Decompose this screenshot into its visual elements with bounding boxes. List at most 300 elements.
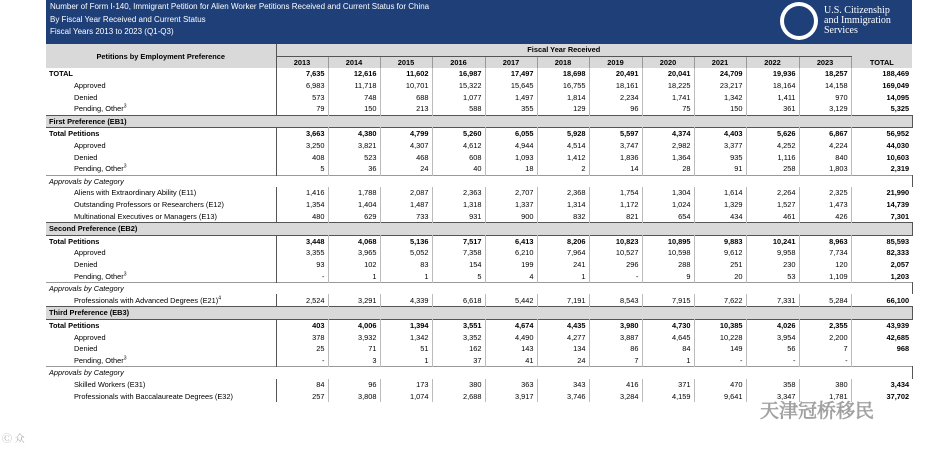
cell-total: 43,939 (851, 319, 912, 331)
cell-value: 24,709 (694, 68, 746, 80)
cell-value: 3,821 (328, 140, 380, 152)
cell-value: 371 (642, 379, 694, 391)
cell-value: 257 (276, 390, 328, 402)
row-label-text: Pending, Other (74, 271, 124, 281)
cell-value: 154 (432, 259, 485, 271)
cell-value: 7,635 (276, 68, 328, 80)
table-row (46, 367, 912, 379)
cell-total: 42,685 (886, 332, 910, 342)
cell-value: 1,781 (799, 390, 851, 402)
cell-value: 10,823 (589, 235, 642, 247)
cell-value: 1,318 (432, 199, 485, 211)
cell-total: 44,030 (886, 141, 910, 151)
row-label-text: Denied (74, 92, 98, 102)
row-label-text: TOTAL (49, 69, 73, 79)
cell-value: 15,645 (485, 80, 537, 92)
document (46, 0, 912, 402)
cell-value: 1,497 (485, 91, 537, 103)
footnote-marker: 4 (218, 295, 221, 302)
row-label-text: Approved (74, 332, 106, 342)
cell-value: 1,814 (537, 91, 589, 103)
cell-total: 7,301 (890, 211, 910, 221)
row-label (46, 235, 276, 247)
cell-value: 7 (799, 343, 851, 355)
year-header: 2019 (589, 56, 642, 68)
cell-value: 380 (432, 379, 485, 391)
row-label-text: Approvals by Category (49, 176, 124, 186)
row-label-text: Approved (74, 81, 106, 91)
cell-value: 10,598 (642, 247, 694, 259)
cell-total: 2,319 (890, 164, 910, 174)
cell-value: 6,867 (799, 128, 851, 140)
table-row (46, 294, 912, 306)
row-label-text: Total Petitions (49, 129, 100, 139)
cell-value: 2,368 (537, 187, 589, 199)
cell-value: 84 (276, 379, 328, 391)
table-row (46, 343, 912, 355)
year-header: 2016 (432, 56, 485, 68)
agency-line: Services (824, 25, 858, 36)
cell-value: 134 (537, 343, 589, 355)
cell-value: 4,026 (746, 319, 799, 331)
cell-value: 173 (380, 379, 432, 391)
cell-value: 5,928 (537, 128, 589, 140)
cell-value: 1,487 (380, 199, 432, 211)
cell-value: 1 (537, 270, 589, 282)
footnote-marker: 3 (123, 163, 127, 170)
cell-value: 288 (642, 259, 694, 271)
cell-value: 10,228 (694, 331, 746, 343)
row-label (46, 307, 912, 320)
cell-value: 1,416 (276, 187, 328, 199)
cell-value: 11,718 (328, 80, 380, 92)
cell-value: 9,958 (746, 247, 799, 259)
cell-value: 378 (276, 331, 328, 343)
cell-value: 3,352 (432, 331, 485, 343)
cell-value: 8,963 (799, 235, 851, 247)
cell-value: 380 (799, 379, 851, 391)
cell-value: 86 (589, 343, 642, 355)
cell-value: 4,307 (380, 140, 432, 152)
cell-value: 9,641 (694, 390, 746, 402)
cell-value: - (746, 354, 799, 366)
cell-value: 363 (485, 379, 537, 391)
cell-value: 4,799 (380, 128, 432, 140)
footnote-marker: 3 (123, 103, 127, 110)
row-label (46, 68, 276, 80)
row-label (46, 128, 276, 140)
table-row (46, 259, 912, 271)
cell-value: 3,355 (276, 247, 328, 259)
cell-value: 1,354 (276, 199, 328, 211)
table-row (46, 247, 912, 259)
cell-total: 14,739 (886, 200, 910, 210)
cell-value: 199 (485, 259, 537, 271)
cell-value: 1 (328, 270, 380, 282)
row-label (46, 91, 276, 103)
cell-value: 37 (432, 354, 485, 366)
cell-value: 9,612 (694, 247, 746, 259)
row-label-text: Denied (74, 344, 98, 354)
cell-value: 4,277 (537, 331, 589, 343)
cell-value: 56 (746, 343, 799, 355)
watermark: 天津冠桥移民 (760, 401, 875, 422)
row-label (46, 331, 276, 343)
cell-value: 3,448 (276, 235, 328, 247)
row-label (46, 282, 912, 294)
table-row (46, 270, 912, 282)
subtitle-line: By Fiscal Year Received and Current Status (50, 14, 206, 24)
table-row (46, 199, 912, 211)
row-label (46, 367, 912, 379)
table-row (46, 379, 912, 391)
row-label (46, 319, 276, 331)
cell-value: 83 (380, 259, 432, 271)
row-label (46, 187, 276, 199)
report-header (46, 0, 912, 44)
cell-value: 3,917 (485, 390, 537, 402)
cell-total: 2,057 (890, 259, 910, 269)
cell-value: 6,983 (276, 80, 328, 92)
cell-value: 18 (485, 163, 537, 175)
cell-value: 40 (432, 163, 485, 175)
cell-value: 733 (380, 210, 432, 222)
cell-value: 935 (694, 151, 746, 163)
agency-name (824, 6, 891, 36)
cell-value: 28 (642, 163, 694, 175)
cell-value: 14,158 (799, 80, 851, 92)
cell-value: 1,329 (694, 199, 746, 211)
row-label (46, 210, 276, 222)
cell-value: 16,987 (432, 68, 485, 80)
cell-value: 14 (589, 163, 642, 175)
row-label-text: Second Preference (EB2) (49, 224, 138, 234)
table-row (46, 282, 912, 294)
cell-value: 480 (276, 210, 328, 222)
cell-value: 1,394 (380, 319, 432, 331)
cell-value: 970 (799, 91, 851, 103)
table-row (46, 354, 912, 366)
table-row (46, 235, 912, 247)
cell-value: 18,698 (537, 68, 589, 80)
cell-value: 12,616 (328, 68, 380, 80)
table-row (46, 175, 912, 187)
year-header: 2013 (276, 56, 328, 68)
cell-value: 4,514 (537, 140, 589, 152)
cell-value: 79 (276, 103, 328, 115)
report-title (50, 1, 429, 39)
fiscal-year-header: Fiscal Year Received (276, 44, 851, 56)
cell-value: 4,435 (537, 319, 589, 331)
cell-value: 23,217 (694, 80, 746, 92)
cell-value: 6,618 (432, 294, 485, 306)
table-row (46, 140, 912, 152)
cell-value: 24 (537, 354, 589, 366)
row-label (46, 390, 276, 402)
cell-value: 1,109 (799, 270, 851, 282)
cell-value: 162 (432, 343, 485, 355)
table-row (46, 91, 912, 103)
watermark-left: Ⓒ 众 (2, 434, 25, 445)
footnote-marker: 3 (123, 271, 127, 278)
cell-value: 3,250 (276, 140, 328, 152)
cell-value: 3,965 (328, 247, 380, 259)
cell-value: 403 (276, 319, 328, 331)
cell-value: 1,304 (642, 187, 694, 199)
row-label-text: Total Petitions (49, 236, 100, 246)
cell-value: 5,284 (799, 294, 851, 306)
cell-value: 4,612 (432, 140, 485, 152)
table-row (46, 68, 912, 80)
row-label (46, 103, 276, 115)
cell-total: 21,990 (886, 188, 910, 198)
cell-value: 10,241 (746, 235, 799, 247)
table-row (46, 307, 912, 320)
cell-value: 1 (642, 354, 694, 366)
cell-total: 56,952 (851, 128, 912, 140)
cell-value: 25 (276, 343, 328, 355)
cell-total: 14,095 (886, 92, 910, 102)
cell-value: 468 (380, 151, 432, 163)
cell-value: 573 (276, 91, 328, 103)
cell-value: 3,887 (589, 331, 642, 343)
cell-total (851, 354, 912, 366)
table-row (46, 151, 912, 163)
year-header: 2018 (537, 56, 589, 68)
cell-value: 688 (380, 91, 432, 103)
cell-value: 258 (746, 163, 799, 175)
cell-total: 82,333 (886, 248, 910, 258)
table-row (46, 222, 912, 235)
cell-value: 1,836 (589, 151, 642, 163)
cell-value: 2,355 (799, 319, 851, 331)
cell-value: 2 (537, 163, 589, 175)
header-spacer (851, 44, 912, 56)
cell-value: 4,339 (380, 294, 432, 306)
cell-value: 84 (642, 343, 694, 355)
cell-value: 1,473 (799, 199, 851, 211)
cell-value: 10,701 (380, 80, 432, 92)
cell-value: 96 (589, 103, 642, 115)
cell-value: 3,377 (694, 140, 746, 152)
cell-value: 426 (799, 210, 851, 222)
cell-value: 75 (642, 103, 694, 115)
cell-value: 523 (328, 151, 380, 163)
cell-value: 1,074 (380, 390, 432, 402)
table-row (46, 210, 912, 222)
row-label-text: Pending, Other (74, 164, 124, 174)
cell-value: 3,808 (328, 390, 380, 402)
cell-value: 17,497 (485, 68, 537, 80)
cell-value: 19,936 (746, 68, 799, 80)
cell-value: 358 (746, 379, 799, 391)
row-label-text: Skilled Workers (E31) (74, 379, 146, 389)
cell-value: 4,068 (328, 235, 380, 247)
cell-total: 5,325 (890, 104, 910, 114)
cell-value: 748 (328, 91, 380, 103)
row-label (46, 222, 912, 235)
cell-value: 3,746 (537, 390, 589, 402)
cell-value: 5,052 (380, 247, 432, 259)
cell-value: 2,325 (799, 187, 851, 199)
table-row (46, 103, 912, 115)
row-label (46, 175, 912, 187)
cell-value: 588 (432, 103, 485, 115)
cell-value: 1,788 (328, 187, 380, 199)
cell-value: 1,116 (746, 151, 799, 163)
cell-value: 5,260 (432, 128, 485, 140)
cell-total: 3,434 (890, 379, 910, 389)
cell-value: 434 (694, 210, 746, 222)
cell-value: 343 (537, 379, 589, 391)
table-row (46, 331, 912, 343)
cell-value: 9,883 (694, 235, 746, 247)
cell-value: 4,944 (485, 140, 537, 152)
cell-value: 3,954 (746, 331, 799, 343)
year-header: 2014 (328, 56, 380, 68)
cell-value: 7,517 (432, 235, 485, 247)
cell-value: 4,006 (328, 319, 380, 331)
cell-value: 96 (328, 379, 380, 391)
cell-value: 1,172 (589, 199, 642, 211)
year-header: 2020 (642, 56, 694, 68)
cell-total: 85,593 (851, 235, 912, 247)
cell-value: 36 (328, 163, 380, 175)
cell-value: 654 (642, 210, 694, 222)
cell-value: 18,161 (589, 80, 642, 92)
cell-value: 2,234 (589, 91, 642, 103)
table-row (46, 319, 912, 331)
cell-value: 8,543 (589, 294, 642, 306)
cell-value: 3,980 (589, 319, 642, 331)
cell-value: 241 (537, 259, 589, 271)
cell-value: 6,055 (485, 128, 537, 140)
cell-value: 1,803 (799, 163, 851, 175)
row-label-text: Professionals with Advanced Degrees (E21) (74, 295, 219, 305)
cell-value: 5 (432, 270, 485, 282)
cell-value: 7,331 (746, 294, 799, 306)
cell-value: 4,403 (694, 128, 746, 140)
cell-value: - (694, 354, 746, 366)
cell-value: 3,551 (432, 319, 485, 331)
row-label-text: Approved (74, 141, 106, 151)
row-label (46, 343, 276, 355)
cell-value: - (276, 354, 328, 366)
cell-value: 1 (380, 354, 432, 366)
cell-value: 6,413 (485, 235, 537, 247)
row-label-text: Approved (74, 248, 106, 258)
cell-value: 41 (485, 354, 537, 366)
cell-value: 4,224 (799, 140, 851, 152)
cell-value: 1,364 (642, 151, 694, 163)
cell-value: 11,602 (380, 68, 432, 80)
cell-value: 296 (589, 259, 642, 271)
cell-value: 3,932 (328, 331, 380, 343)
year-header: 2015 (380, 56, 432, 68)
cell-value: - (799, 354, 851, 366)
cell-value: 53 (746, 270, 799, 282)
row-label-text: First Preference (EB1) (49, 116, 127, 126)
cell-total: 169,049 (882, 81, 910, 91)
row-label-text: Denied (74, 259, 98, 269)
cell-value: 1,614 (694, 187, 746, 199)
cell-value: 3 (328, 354, 380, 366)
cell-value: 5,597 (589, 128, 642, 140)
cell-value: 7,191 (537, 294, 589, 306)
cell-value: 7,915 (642, 294, 694, 306)
cell-value: 2,524 (276, 294, 328, 306)
cell-value: 629 (328, 210, 380, 222)
year-header: 2022 (746, 56, 799, 68)
cell-value: 149 (694, 343, 746, 355)
row-label-text: Denied (74, 152, 98, 162)
cell-value: 129 (537, 103, 589, 115)
cell-value: 2,688 (432, 390, 485, 402)
cell-value: 251 (694, 259, 746, 271)
cell-value: 51 (380, 343, 432, 355)
cell-value: 3,291 (328, 294, 380, 306)
cell-value: 213 (380, 103, 432, 115)
cell-value: 1 (380, 270, 432, 282)
cell-value: 6,210 (485, 247, 537, 259)
cell-value: 5,626 (746, 128, 799, 140)
cell-value: 4,252 (746, 140, 799, 152)
cell-value: 2,264 (746, 187, 799, 199)
petitions-table (46, 44, 913, 402)
cell-total: 10,603 (886, 152, 910, 162)
cell-value: 3,347 (746, 390, 799, 402)
row-label (46, 259, 276, 271)
cell-value: 1,527 (746, 199, 799, 211)
row-label-text: Pending, Other (74, 355, 124, 365)
cell-value: 3,284 (589, 390, 642, 402)
row-label-text: Aliens with Extraordinary Ability (E11) (74, 188, 197, 198)
cell-value: 4,730 (642, 319, 694, 331)
cell-value: 102 (328, 259, 380, 271)
cell-value: 931 (432, 210, 485, 222)
row-label-text: Professionals with Baccalaureate Degrees (E32) (74, 391, 233, 401)
cell-total: 37,702 (886, 391, 910, 401)
row-label (46, 270, 276, 282)
year-header: 2017 (485, 56, 537, 68)
cell-value: 150 (694, 103, 746, 115)
row-label-text: Third Preference (EB3) (49, 308, 130, 318)
row-label (46, 354, 276, 366)
cell-value: 18,257 (799, 68, 851, 80)
table-row (46, 115, 912, 128)
year-header: 2023 (799, 56, 851, 68)
cell-value: 416 (589, 379, 642, 391)
row-label-text: Total Petitions (49, 320, 100, 330)
cell-value: 7 (589, 354, 642, 366)
cell-value: 4,645 (642, 331, 694, 343)
cell-value: 4,380 (328, 128, 380, 140)
row-label (46, 163, 276, 175)
row-label (46, 115, 912, 128)
table-body (46, 68, 912, 402)
cell-value: 4 (485, 270, 537, 282)
cell-value: 8,206 (537, 235, 589, 247)
cell-value: 4,374 (642, 128, 694, 140)
cell-value: 3,663 (276, 128, 328, 140)
row-label-text: Approvals by Category (49, 284, 124, 294)
employment-preference-header: Petitions by Employment Preference (46, 44, 276, 68)
cell-value: 91 (694, 163, 746, 175)
cell-value: 2,707 (485, 187, 537, 199)
cell-value: 9 (642, 270, 694, 282)
cell-value: 93 (276, 259, 328, 271)
cell-value: 461 (746, 210, 799, 222)
